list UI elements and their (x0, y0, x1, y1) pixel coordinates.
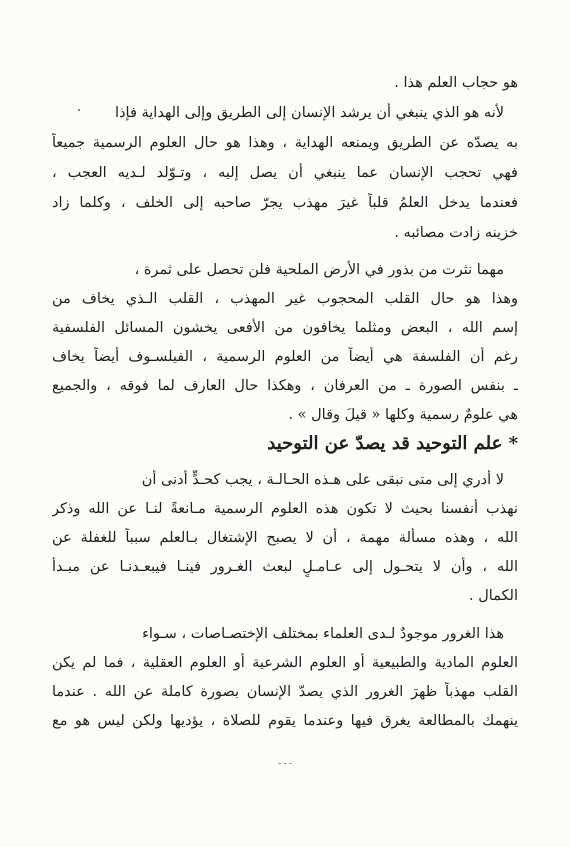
text-line: ـ بنفس الصورة ـ من العرفان ، وهكذا حال العارف لما فوقه ، والجميع (52, 378, 518, 394)
text-line: إسم الله ، البعض ومثلما يخافون من الأفعى يخشون المسائل الفلسفية (52, 320, 518, 336)
text-line: مهما نثرت من بذور في الأرض الملحية فلن تحصل على ثمرة ، (134, 262, 504, 278)
text-line: القلب مهذباً ظهرَ الغرور الذي يصدّ الإنسان بصورة كاملة عن الله . عندما (52, 684, 518, 700)
text-line: نهذب أنفسنا بحيث لا تكون هذه العلوم الرسمية مـانعةً لنـا عن الله وذكر (52, 501, 518, 517)
text-line: هي علومٌ رسمية وكلها « قيلَ وقال » . (288, 407, 518, 423)
text-line: لا أدري إلى متى نبقى على هـذه الحـالـة ، يجب كحـدٍّ أدنى أن (141, 472, 504, 488)
text-line: الله ، وأن لا يتحـول إلى عـامـلٍ لبعث الغـرور فينـا فيبعـدنـا عن مبـدأ (52, 559, 518, 575)
text-line: الكمال . (468, 588, 518, 604)
section-heading: * علم التوحيد قد يصدّ عن التوحيد (267, 433, 518, 454)
text-line: وهذا هو حال القلب المحجوب غير المهذب ، القلب الـذي يخاف من (52, 291, 518, 307)
text-line: هذا الغرور موجودٌ لـدى العلماء بمختلف الإختصـاصات ، سـواء (142, 626, 504, 642)
text-line: فعندما يدخل العلمُ قلباً غيرَ مهذب يجرّ صاحبه إلى الخلف ، وكلما زاد (52, 195, 518, 211)
text-line: الله ، وهذه مسألة مهمة ، أن لا يصبح الإشتغال بـالعلم سبباً للغفلة عن (52, 530, 518, 546)
text-line: فهي تحجب الإنسان عما ينبغي أن يصل إليه ، وتـوّلد لـديه العجب ، (52, 165, 518, 181)
text-line: رغم أن الفلسفة هي أيضاً من العلوم الرسمية ، الفيلسـوف أيضاً يخاف (52, 349, 518, 365)
page-footer-mark: ـ ـ ـ (278, 757, 292, 767)
text-line: لأنه هو الذي ينبغي أن يرشد الإنسان إلى الطريق وإلى الهداية فإذا (115, 105, 504, 121)
text-line: خزينه زادت مصائبه . (394, 225, 518, 241)
text-line: به يصدّه عن الطريق ويمنعه الهداية ، وهذا هو حال العلوم الرسمية جميعاً (52, 135, 518, 151)
text-line: ينهمك بالمطالعة يغرق فيها وعندما يقوم للصلاة ، يؤديها ولكن ليس هو مع (52, 713, 518, 729)
text-line: هو حجاب العلم هذا . (394, 75, 518, 91)
text-line: العلوم المادية والطبيعية أو العلوم الشرعية أو العلوم العقلية ، فما لم يكن (52, 655, 518, 671)
